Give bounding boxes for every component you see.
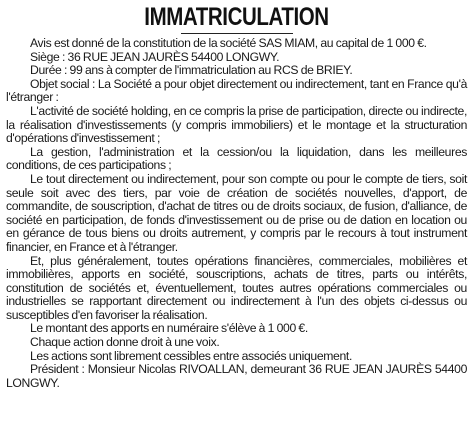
paragraph-duree: Durée : 99 ans à compter de l'immatriculation au RCS de BRIEY. <box>30 63 353 78</box>
notice-title: IMMATRICULATION <box>144 3 329 31</box>
paragraph-voix: Chaque action donne droit à une voix. <box>30 335 220 350</box>
paragraph-gestion: La gestion, l'administration et la cession/ou la liquidation, dans les meilleures conditions, de ces participations ; <box>6 144 467 173</box>
paragraph-moyens: Le tout directement ou indirectement, pour son compte ou pour le compte de tiers, soit seule soit avec des tiers, par voie de création de sociétés nouvelles, d'apport, de commandite, de souscription, d'achat de titres ou de droits sociaux, de fusion, d'alliance, de société en participation, de fonds d'investissement ou de prise ou de dation en location ou en gérance de tous biens ou droits autrement, y compris par le recours à tout instrument financier, en France et à l'étranger. <box>6 171 467 254</box>
paragraph-siege: Siège : 36 RUE JEAN JAURÈS 54400 LONGWY. <box>30 49 280 64</box>
title-underline <box>181 33 293 34</box>
paragraph-cession: Les actions sont librement cessibles entre associés uniquement. <box>30 348 352 363</box>
paragraph-objet-social: Objet social : La Société a pour objet directement ou indirectement, tant en France qu'à l'étranger : <box>6 76 467 105</box>
paragraph-constitution: Avis est donné de la constitution de la société SAS MIAM, au capital de 1 000 €. <box>30 36 427 50</box>
paragraph-apports: Le montant des apports en numéraire s'élève à 1 000 €. <box>30 321 308 336</box>
paragraph-president: Président : Monsieur Nicolas RIVOALLAN, demeurant 36 RUE JEAN JAURÈS 54400 LONGWY. <box>6 362 467 390</box>
paragraph-holding: L'activité de société holding, en ce compris la prise de participation, directe ou indirecte, la réalisation d'investissements (y compris immobiliers) et le montage et la structuration d'opérations d'investissement ; <box>6 103 467 146</box>
paragraph-operations: Et, plus généralement, toutes opérations financières, commerciales, mobilières et immobilières, apports en société, souscriptions, achats de titres, parts ou intérêts, constitution de sociétés et, éventuellement, toutes autres opérations commerciales ou industrielles se rapportant directement ou indirectement à l'un des objets ci-dessus ou susceptibles d'en favoriser la réalisation. <box>6 253 467 322</box>
notice-body <box>6 37 467 390</box>
